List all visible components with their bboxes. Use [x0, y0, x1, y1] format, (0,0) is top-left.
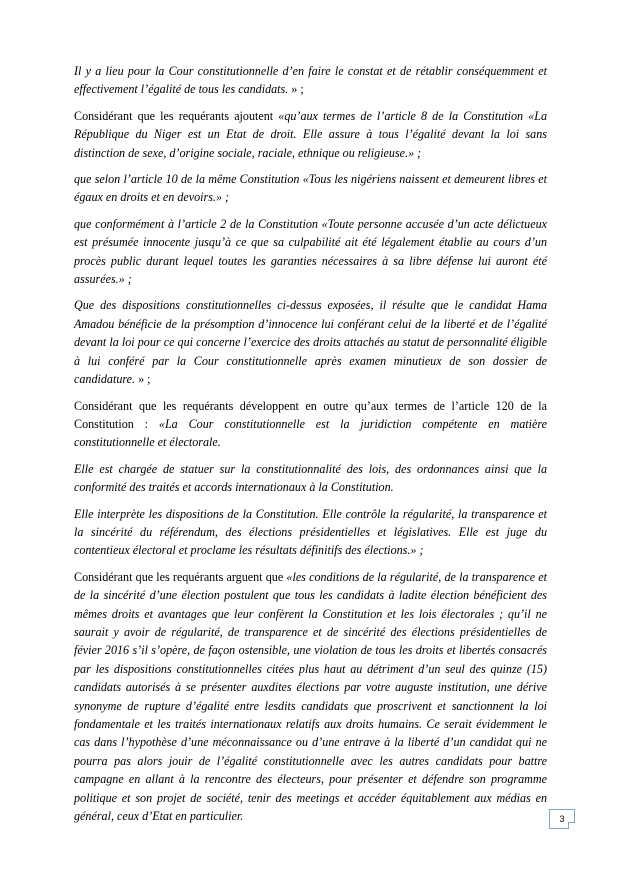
italic-text: «La Cour constitutionnelle est la juridiction compétente en matière constitutionnelle et électorale. — [74, 416, 547, 450]
paragraph — [74, 62, 547, 99]
text: Considérant que les requérants arguent que — [74, 569, 287, 584]
paragraph — [74, 397, 547, 452]
page-number-box — [549, 809, 575, 829]
italic-text: «qu’aux termes de l’article 8 de la Constitution «La République du Niger est un Etat de droit. Elle assure à tous l’égalité devant la loi sans distinction de sexe, d’origine sociale, raciale, ethnique ou religieuse.» ; — [74, 108, 547, 160]
italic-text: que conformément à l’article 2 de la Constitution «Toute personne accusée d’un acte délictueux est présumée innocente jusqu’à ce que sa culpabilité ait été légalement établie au cours d’un procès public durant lequel toutes les garanties nécessaires à sa libre défense lui auront été assurées.» ; — [74, 216, 547, 287]
page-fold-corner — [568, 822, 575, 829]
italic-text: Il y a lieu pour la Cour constitutionnelle d’en faire le constat et de rétablir conséquemment et effectivement l’égalité de tous les candidats. — [74, 64, 547, 97]
paragraph — [74, 568, 547, 826]
italic-text: que selon l’article 10 de la même Constitution «Tous les nigériens naissent et demeurent libres et égaux en droits et en devoirs.» ; — [74, 172, 547, 205]
paragraph — [74, 505, 547, 560]
paragraph — [74, 215, 547, 289]
text: » ; — [291, 82, 304, 97]
paragraph — [74, 296, 547, 388]
italic-text: Elle interprète les dispositions de la Constitution. Elle contrôle la régularité, la transparence et la sincérité du référendum, des élections présidentielles et législatives. Elle est juge du contentieux électoral et proclame les résultats définitifs des élections.» ; — [74, 506, 547, 558]
document-body — [74, 62, 547, 833]
italic-text: Elle est chargée de statuer sur la constitutionnalité des lois, des ordonnances ainsi que la conformité des traités et accords internationaux à la Constitution. — [74, 461, 547, 495]
paragraph — [74, 460, 547, 497]
text: Considérant que les requérants ajoutent — [74, 108, 279, 123]
italic-text: Que des dispositions constitutionnelles ci-dessus exposées, il résulte que le candidat Hama Amadou bénéficie de la présomption d’innocence lui conférant celui de la liberté et de l’égalité devant la loi pour ce qui concerne l’exercice des droits attachés au statut de personnalité éligible à lui conféré par la Cour constitutionnelle après examen minutieux de son dossier de candidature. — [74, 298, 547, 387]
page-number: 3 — [559, 814, 565, 824]
paragraph — [74, 107, 547, 162]
text: Considérant que les requérants développent en outre qu’aux termes de l’article 120 de la Constitution : — [74, 398, 547, 431]
paragraph — [74, 170, 547, 207]
italic-text: «les conditions de la régularité, de la transparence et de la sincérité d’une élection postulent que tous les candidats à ladite élection bénéficient des mêmes droits et avantages que leur confèrent la Constitution et les lois électorales ; qu’il ne saurait y avoir de régularité, de transparence et de sincérité des élections présidentielles de févier 2016 s’il s’opère, de façon ostensible, une violation de tous les droits et libertés consacrés par les dispositions constitutionnelles citées plus haut au détriment d’un seul des quinze (15) candidats autorisés à se présenter auxdites élections par votre auguste institution, une dérive synonyme de rupture d’égalité entre lesdits candidats que proscrivent et sanctionnent la loi fondamentale et les traités internationaux relatifs aux droits humains. Ce serait évidemment le cas dans l’hypothèse d’une méconnaissance ou d’une entrave à la liberté d’un candidat qui ne pourra pas alors jouir de l’égalité constitutionnelle avec les autres candidats pour battre campagne en allant à la rencontre des électeurs, pour présenter et défendre son programme politique et son projet de société, tenir des meetings et accéder équitablement aux médias en général, ceux d’Etat en particulier. — [74, 569, 547, 824]
text: » ; — [138, 372, 151, 387]
